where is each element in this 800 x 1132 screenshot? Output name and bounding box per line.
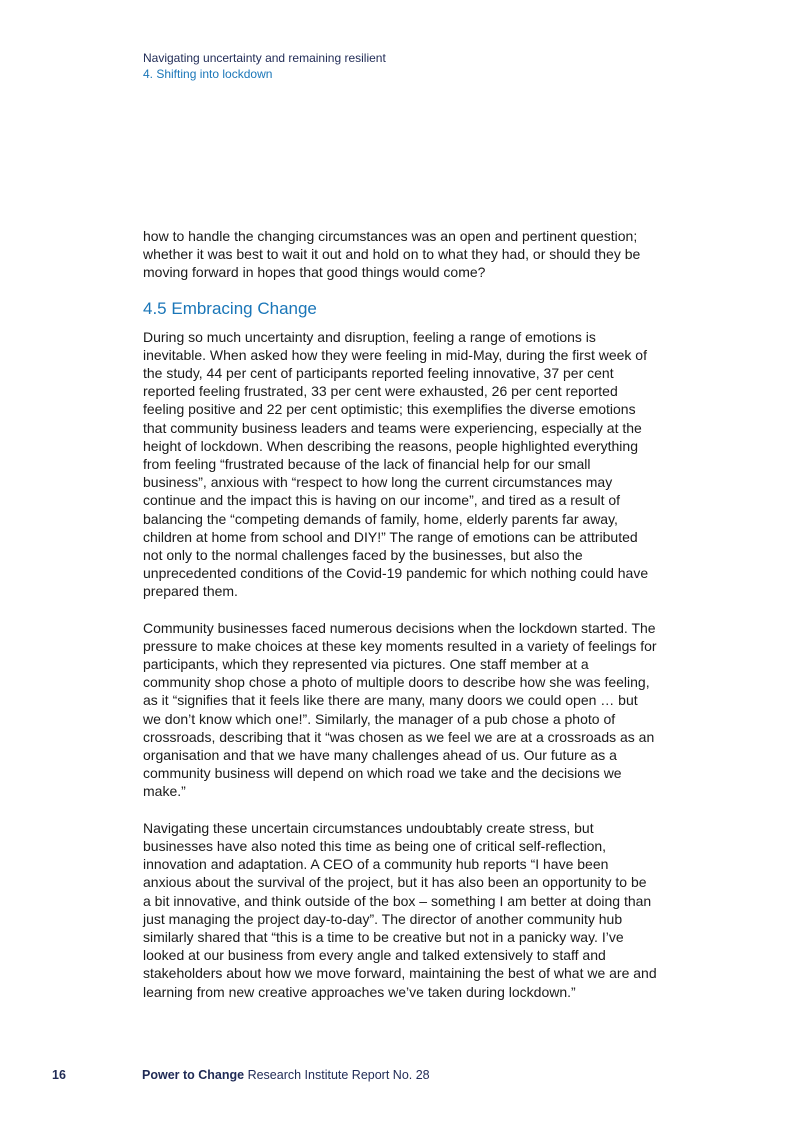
- running-header: [143, 50, 386, 82]
- paragraph-decisions: Community businesses faced numerous decisions when the lockdown started. The pressure to make choices at these key moments resulted in a variety of feelings for participants, which they represented via pictures. One staff member at a community shop chose a photo of multiple doors to describe how she was feeling, as it “signifies that it feels like there are many, many doors we could open … but we don’t know which one!”. Similarly, the manager of a pub chose a photo of crossroads, describing that it “was chosen as we feel we are at a crossroads as an organisation and that we have many challenges ahead of us. Our future as a community business will depend on which road we take and the decisions we make.”: [143, 619, 657, 800]
- page-number: 16: [52, 1068, 66, 1082]
- report-credit: [142, 1067, 430, 1083]
- body-text: [143, 227, 658, 1019]
- report-name: Research Institute Report No. 28: [247, 1068, 430, 1082]
- section-title: 4. Shifting into lockdown: [143, 67, 273, 81]
- paragraph-navigating: Navigating these uncertain circumstances undoubtably create stress, but businesses have also noted this time as being one of critical self-reflection, innovation and adaptation. A CEO of a community hub reports “I have been anxious about the survival of the project, but it has also been an opportunity to be a bit innovative, and think outside of the box – something I am better at doing than just managing the project day-to-day”. The director of another community hub similarly shared that “this is a time to be creative but not in a panicky way. I’ve looked at our business from every angle and talked extensively to staff and stakeholders about how we move forward, maintaining the best of what we are and learning from new creative approaches we’ve taken during lockdown.”: [143, 819, 657, 1000]
- section-heading: 4.5 Embracing Change: [143, 298, 317, 318]
- document-title: Navigating uncertainty and remaining resilient: [143, 51, 386, 65]
- organisation-name: Power to Change: [142, 1068, 245, 1082]
- lead-paragraph: how to handle the changing circumstances was an open and pertinent question; whether it was best to wait it out and hold on to what they had, or should they be moving forward in hopes that good things would come?: [143, 228, 641, 281]
- paragraph-emotions: During so much uncertainty and disruption, feeling a range of emotions is inevitable. When asked how they were feeling in mid-May, during the first week of the study, 44 per cent of participants reported feeling innovative, 37 per cent reported feeling frustrated, 33 per cent were exhausted, 26 per cent reported feeling positive and 22 per cent optimistic; this exemplifies the diverse emotions that community business leaders and teams were experiencing, especially at the height of lockdown. When describing the reasons, people highlighted everything from feeling “frustrated because of the lack of financial help for our small business”, anxious with “respect to how long the current circumstances may continue and the impact this is having on our income”, and tired as a result of balancing the “competing demands of family, home, elderly parents far away, children at home from school and DIY!” The range of emotions can be attributed not only to the normal challenges faced by the businesses, but also the unprecedented conditions of the Covid-19 pandemic for which nothing could have prepared them.: [143, 328, 649, 600]
